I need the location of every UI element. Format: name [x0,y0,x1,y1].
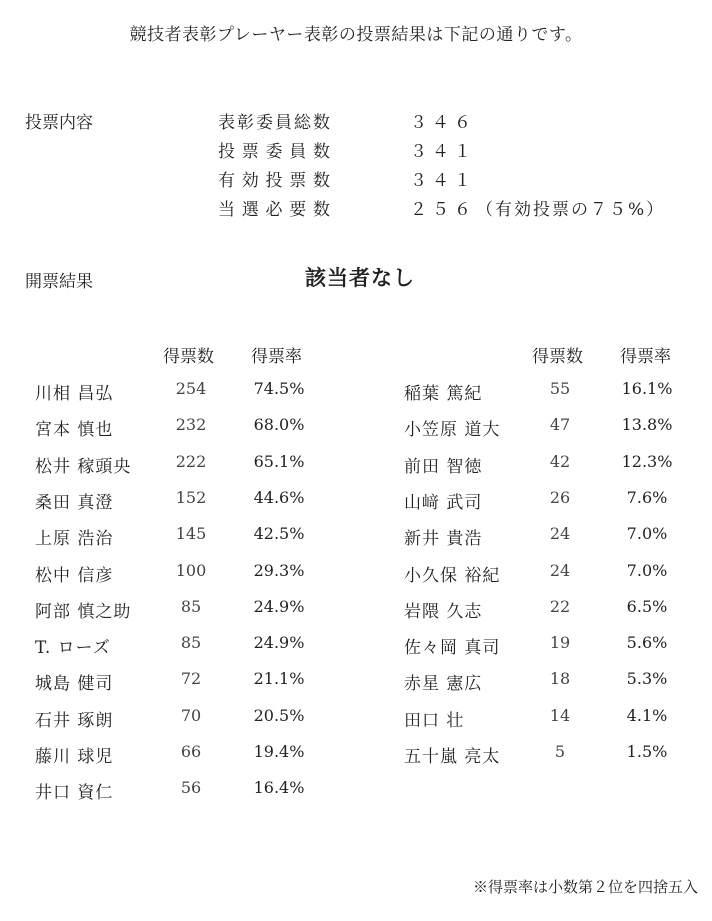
result-section-label: 開票結果 [25,272,93,292]
vote-row-number: ３４１ [410,142,476,162]
vote-row-label-char: 投 [218,142,235,162]
vote-row-label-char: 表 [218,113,235,133]
vote-row-value [410,166,476,191]
vote-rate: 42.5% [253,524,305,544]
vote-row-value [410,195,665,220]
vote-row-label-char: 要 [289,200,307,220]
vote-row-value [410,108,476,133]
result-row [404,597,682,625]
vote-section-label: 投票内容 [25,113,93,133]
vote-count: 26 [549,487,571,507]
result-row [404,379,682,407]
vote-row-label-char: 数 [313,142,330,162]
vote-count: 254 [175,379,207,398]
vote-row-label [218,108,330,133]
result-row [35,415,314,443]
vote-row-label-char: 有 [218,171,235,191]
result-row [35,778,314,806]
vote-row-value [410,137,476,162]
vote-count: 85 [180,596,202,616]
vote-rate: 5.6% [626,633,668,653]
vote-count: 5 [554,742,566,761]
player-name: 上原 浩治 [35,529,114,550]
vote-row-number: ３４１ [410,171,476,191]
player-name: 新井 貴浩 [404,529,483,550]
player-name: 松中 信彦 [35,565,114,586]
vote-count: 18 [549,669,571,689]
page-headline: 競技者表彰プレーヤー表彰の投票結果は下記の通りです。 [129,25,583,45]
vote-row-number: ３４６ [410,113,476,133]
vote-count: 56 [180,778,202,798]
player-name: 五十嵐 亮太 [404,747,501,767]
vote-count: 70 [180,705,202,725]
vote-rate: 7.0% [626,560,668,580]
result-row [35,742,314,770]
result-row [35,379,314,407]
footnote: ※得票率は小数第２位を四捨五入 [472,878,698,896]
vote-count: 72 [180,669,202,689]
player-name: 川相 昌弘 [35,384,114,404]
player-name: T. ローズ [35,638,111,659]
player-name: 稲葉 篤紀 [404,384,483,404]
vote-count: 232 [175,415,207,435]
vote-row-label [218,195,330,220]
vote-count: 55 [549,379,571,398]
vote-rate: 16.4% [253,778,305,798]
vote-rate: 44.6% [253,487,305,507]
player-name: 藤川 球児 [35,747,114,767]
vote-row-label-char: 投 [265,171,283,191]
vote-count: 222 [175,451,207,471]
result-row [404,633,682,661]
vote-row-label [218,137,330,162]
vote-row-number: ２５６ [410,200,476,220]
player-name: 田口 壮 [404,710,465,731]
result-row [404,742,682,770]
vote-rate: 13.8% [621,415,673,435]
vote-rate: 65.1% [253,451,305,471]
vote-count: 152 [175,487,207,507]
vote-count: 19 [549,633,571,653]
result-row [35,633,314,661]
result-row [35,706,314,734]
vote-row-label-char: 票 [241,142,259,162]
vote-row-label-char: 彰 [237,113,254,133]
vote-rate: 6.5% [626,596,668,616]
player-name: 岩隈 久志 [404,601,483,622]
vote-row-label [218,166,330,191]
vote-rate: 74.5% [253,379,305,398]
vote-count: 22 [549,596,571,616]
vote-count: 66 [180,742,202,761]
vote-row-label-char: 数 [313,171,330,191]
left-rate-header: 得票率 [251,347,302,367]
result-row [404,706,682,734]
vote-count: 14 [549,705,571,725]
vote-rate: 68.0% [253,415,305,435]
vote-row-label-char: 委 [265,142,283,162]
player-name: 石井 琢朗 [35,710,114,731]
vote-row-label-char: 員 [275,113,292,133]
player-name: 宮本 慎也 [35,420,114,441]
player-name: 小笠原 道大 [404,420,501,441]
vote-rate: 16.1% [621,379,673,398]
vote-count: 24 [549,524,571,544]
vote-row-label-char: 必 [265,200,283,220]
vote-count: 100 [175,560,207,580]
result-row [35,452,314,480]
player-name: 小久保 裕紀 [404,565,501,586]
vote-rate: 19.4% [253,742,305,761]
player-name: 赤星 憲広 [404,674,483,695]
result-row [404,415,682,443]
result-row [404,669,682,697]
result-row [35,597,314,625]
result-text: 該当者なし [305,266,415,290]
vote-count: 24 [549,560,571,580]
vote-rate: 20.5% [253,705,305,725]
vote-rate: 21.1% [253,669,305,689]
vote-row-label-char: 票 [289,171,307,191]
vote-rate: 29.3% [253,560,305,580]
right-votes-header: 得票数 [532,347,583,367]
vote-rate: 1.5% [626,742,668,761]
vote-row-label-char: 当 [218,200,235,220]
vote-row-label-char: 総 [294,113,311,133]
vote-count: 85 [180,633,202,653]
player-name: 山﨑 武司 [404,492,483,513]
left-votes-header: 得票数 [163,347,214,367]
vote-rate: 24.9% [253,633,305,653]
player-name: 井口 資仁 [35,783,114,804]
result-row [35,669,314,697]
vote-row-note: （有効投票の７５%） [476,200,666,220]
player-name: 前田 智徳 [404,456,483,477]
vote-row-label-char: 数 [313,200,330,220]
player-name: 佐々岡 真司 [404,638,501,659]
player-name: 阿部 慎之助 [35,601,132,622]
result-row [404,561,682,589]
player-name: 桑田 真澄 [35,492,114,513]
vote-row-label-char: 委 [256,113,273,133]
vote-rate: 12.3% [621,451,673,471]
vote-rate: 5.3% [626,669,668,689]
right-rate-header: 得票率 [620,347,671,367]
vote-row-label-char: 数 [313,113,330,133]
vote-row-label-char: 選 [241,200,259,220]
result-row [35,524,314,552]
vote-row-label-char: 員 [289,142,307,162]
result-row [404,488,682,516]
vote-count: 42 [549,451,571,471]
result-row [35,561,314,589]
vote-count: 47 [549,415,571,435]
result-row [404,524,682,552]
vote-count: 145 [175,524,207,544]
result-row [35,488,314,516]
vote-rate: 7.0% [626,524,668,544]
vote-row-label-char: 効 [241,171,259,191]
vote-rate: 24.9% [253,596,305,616]
vote-rate: 7.6% [626,487,668,507]
player-name: 松井 稼頭央 [35,456,132,477]
result-row [404,452,682,480]
player-name: 城島 健司 [35,674,114,695]
vote-rate: 4.1% [626,705,668,725]
